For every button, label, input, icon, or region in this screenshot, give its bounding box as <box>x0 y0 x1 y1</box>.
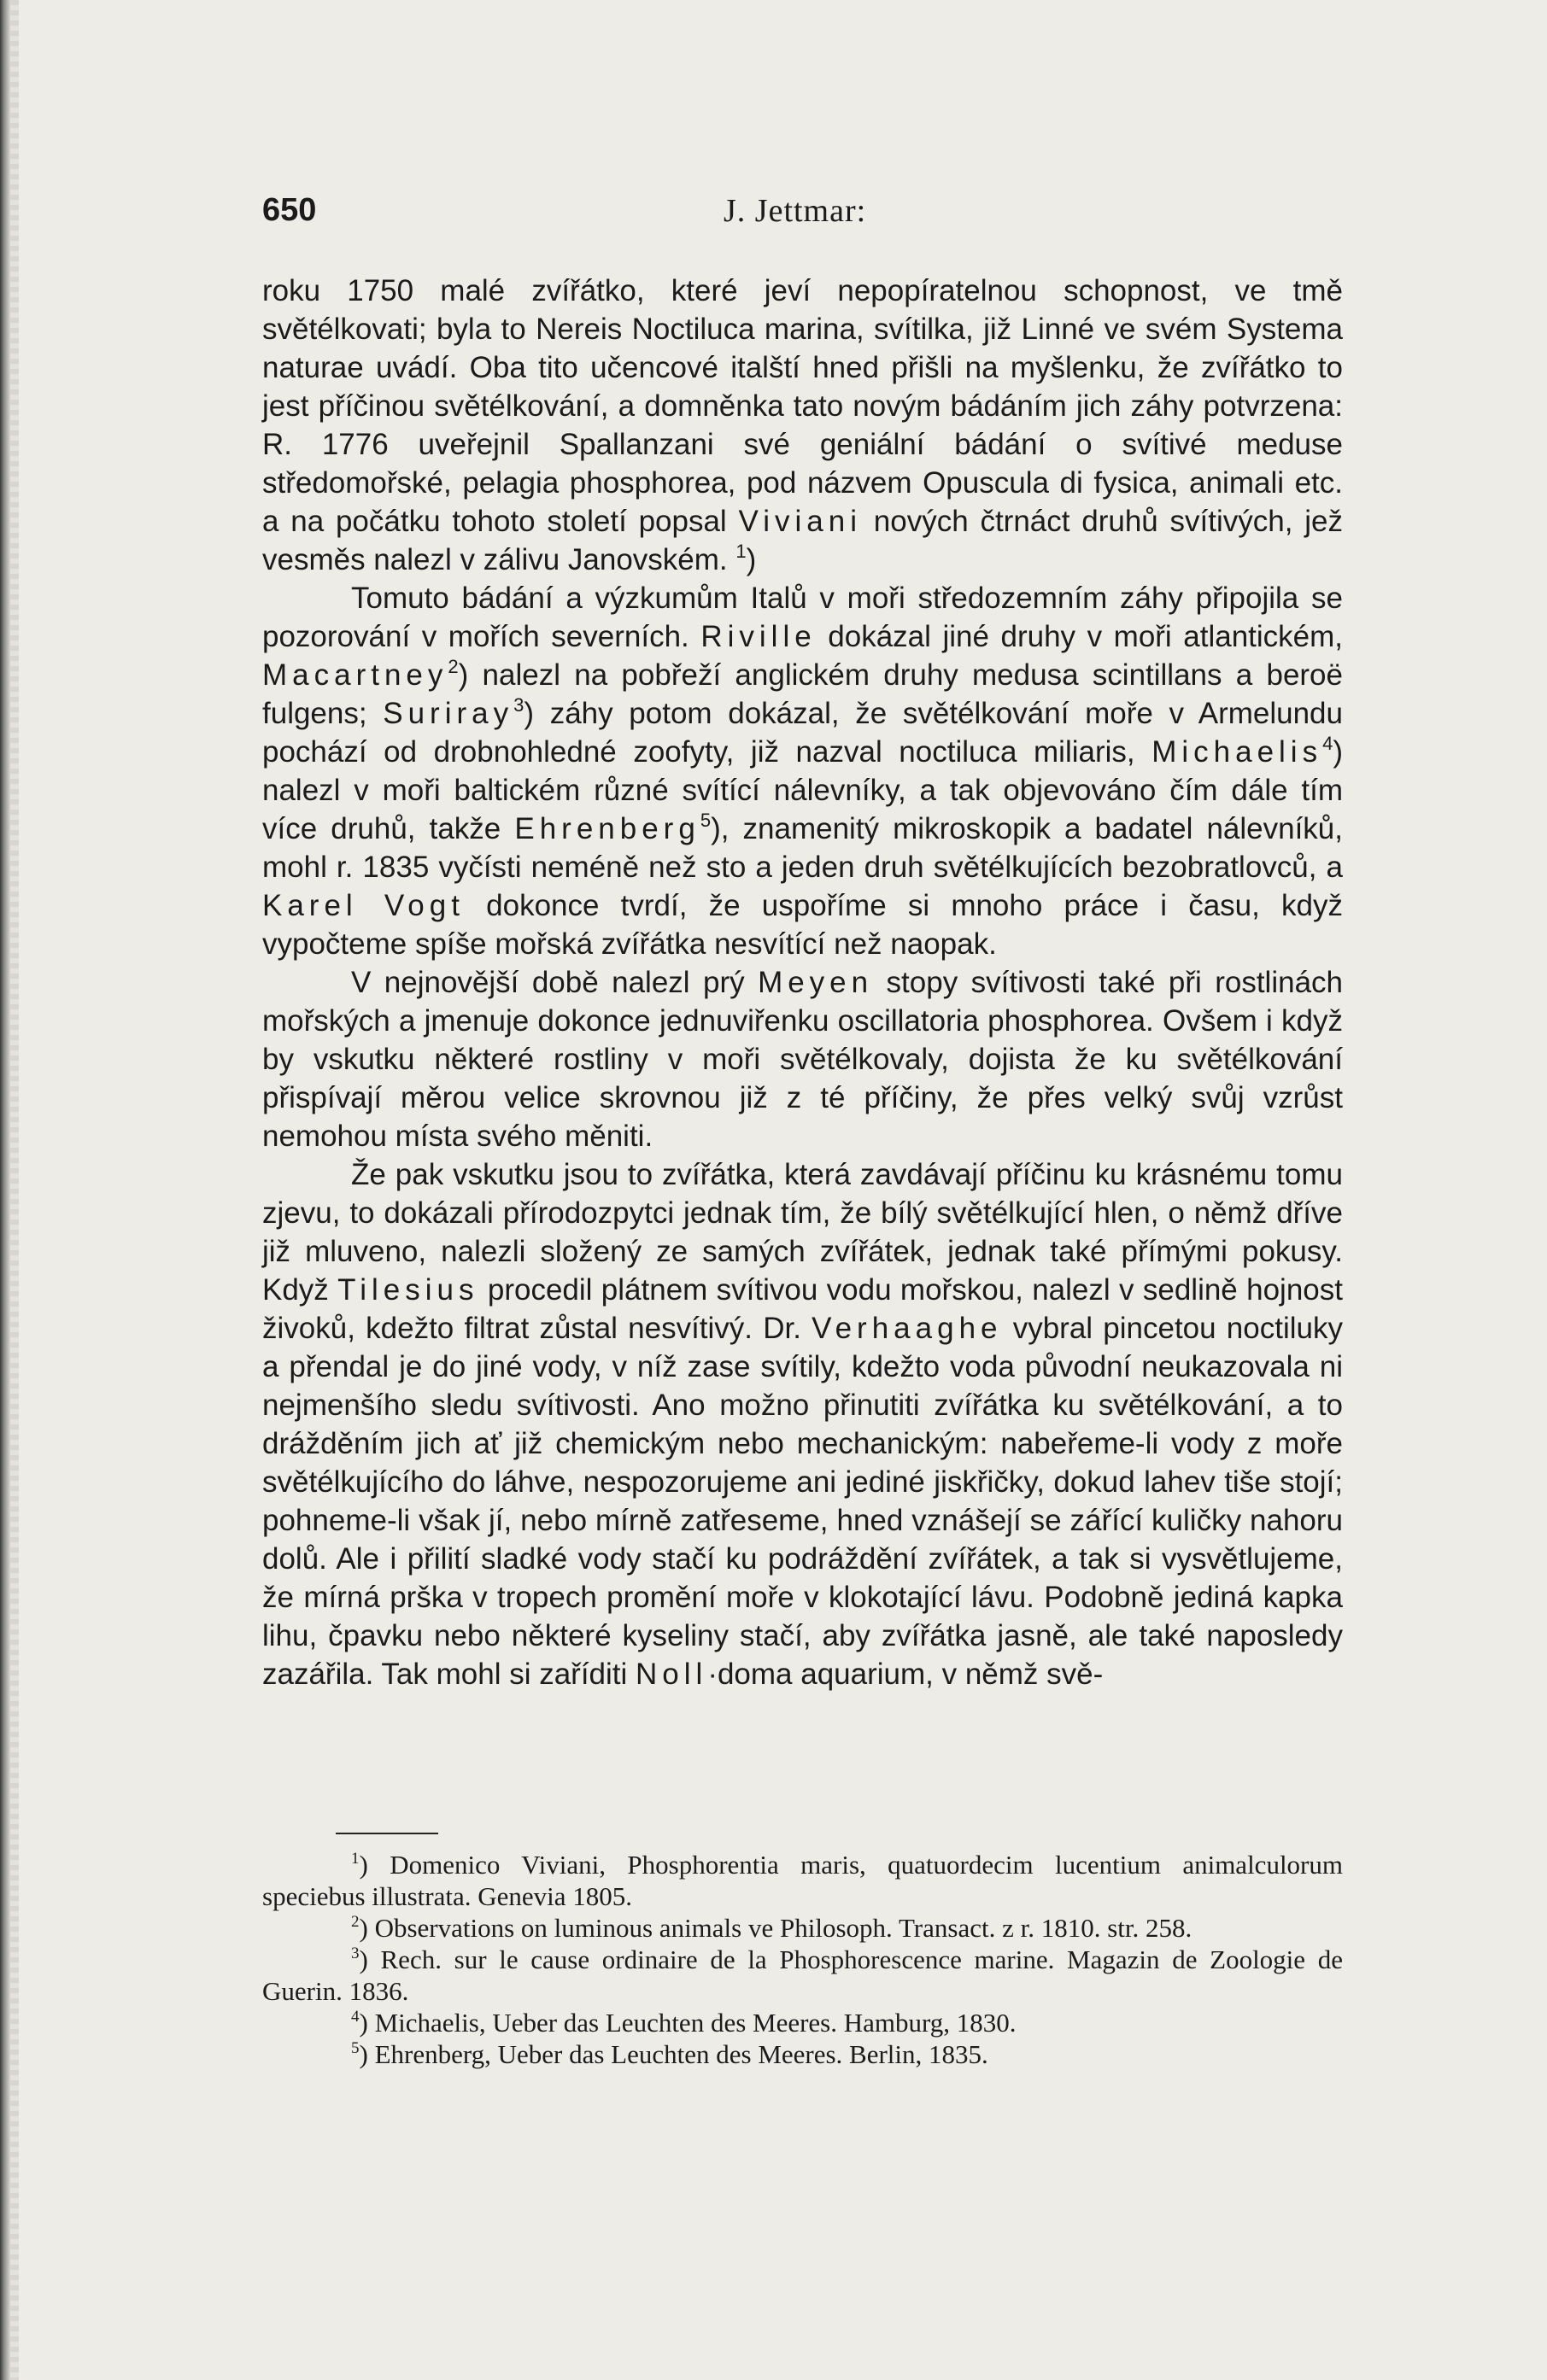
footnote-text: ) Rech. sur le cause ordinaire de la Phosphorescence marine. Magazin de Zoologie de Guerin. 1836. <box>262 1944 1343 2006</box>
text-run: V nejnovější době nalezl prý <box>351 966 759 999</box>
spaced-name: Karel Vogt <box>262 889 465 922</box>
spaced-name: Verhaaghe <box>812 1312 1003 1345</box>
footnotes <box>262 1849 1343 2070</box>
page-number: 650 <box>262 192 317 228</box>
text-run: stopy svítivosti také při rostlinách mořských a jmenuje dokonce jednuviřenku oscillatoria phosphorea. Ovšem i když by vskutku některé rostliny v moři světélkovaly, dojista že ku světélkování přispívají měrou velice skrovnou již z té příčiny, že přes velký svůj vzrůst nemohou místa svého měniti. <box>262 966 1343 1153</box>
text-run: ) záhy potom dokázal, že světélkování moře v Armelundu pochází od drobnohledné zoofyty, již nazval noctiluca miliaris, <box>262 697 1343 769</box>
paragraph <box>262 272 1343 579</box>
page-header <box>262 192 1343 243</box>
footnote-separator <box>336 1833 438 1834</box>
paragraph <box>262 579 1343 963</box>
footnote <box>262 1944 1343 2007</box>
text-run: dokonce tvrdí, že uspoříme si mnoho práce i času, když vypočteme spíše mořská zvířátka nesvítící než naopak. <box>262 889 1344 961</box>
spaced-name: Ehrenberg <box>514 812 700 845</box>
text-run: Tomuto bádání a výzkumům Italů v moři středozemním záhy připojila se pozorování v mořích severních. <box>262 582 1343 653</box>
footnote-number: 5 <box>351 2039 360 2057</box>
footnote-number: 1 <box>351 1850 360 1868</box>
spaced-name: Riville <box>700 620 817 653</box>
footnote-text: ) Domenico Viviani, Phosphorentia maris, quatuordecim lucentium animalculorum speciebus illustrata. Genevia 1805. <box>262 1850 1343 1911</box>
footnote-text: ) Michaelis, Ueber das Leuchten des Meeres. Hamburg, 1830. <box>359 2008 1017 2038</box>
paragraph <box>262 1155 1343 1693</box>
paragraph <box>262 963 1343 1155</box>
footnote-number: 3 <box>351 1944 360 1962</box>
footnote-ref: 1 <box>735 541 747 562</box>
text-run: vybral pincetou noctiluky a přendal je do jiné vody, v níž zase svítily, kdežto voda původní neukazovala ni nejmenšího sledu svítivosti. Ano možno přinutiti zvířátka ku světélkování, a to drážděním jich ať již chemickým nebo mechanickým: nabeřeme-li vody z moře světélkujícího do láhve, nespozorujeme ani jediné jiskřičky, dokud lahev tiše stojí; pohneme-li však jí, nebo mírně zatřeseme, hned vznášejí se zářící kuličky nahoru dolů. Ale i přilití sladké vody stačí ku podráždění zvířátek, a tak si vysvětlujeme, že mírná prška v tropech promění moře v klokotající lávu. Podobně jediná kapka lihu, čpavku nebo některé kyseliny stačí, aby zvířátka jasně, ale také naposledy zazářila. Tak mohl si zaříditi <box>262 1312 1343 1691</box>
footnote <box>262 1912 1343 1944</box>
page-binding-edge <box>0 0 10 2380</box>
text-run: roku 1750 malé zvířátko, které jeví nepopíratelnou schopnost, ve tmě světélkovati; byla to Nereis Noctiluca marina, svítilka, již Linné ve svém Systema naturae uvádí. Oba tito učencové italští hned přišli na myšlenku, že zvířátko to jest příčinou světélkování, a domněnka tato novým bádáním jich záhy potvrzena: R. 1776 uveřejnil Spallanzani své geniální bádání o svítivé meduse středomořské, pelagia phosphorea, pod názvem Opuscula di fysica, animali etc. a na počátku tohoto století popsal <box>262 274 1343 538</box>
spaced-name: Viviani <box>738 505 862 538</box>
footnote-text: ) Ehrenberg, Ueber das Leuchten des Meeres. Berlin, 1835. <box>359 2039 988 2069</box>
text-run: procedil plátnem svítivou vodu mořskou, nalezl v sedlině hojnost živoků, kdežto filtrat zůstal nesvítivý. Dr. <box>262 1273 1343 1345</box>
footnote-number: 4 <box>351 2008 360 2026</box>
text-run: ) nalezl v moři baltickém různé svítící nálevníky, a tak objevováno čím dále tím více druhů, takže <box>262 735 1343 845</box>
spaced-name: Michaelis <box>1151 735 1323 769</box>
text-run: Že pak vskutku jsou to zvířátka, která zavdávají příčinu ku krásnému tomu zjevu, to dokázali přírodozpytci jednak tím, že bílý světélkující hlen, o němž dříve již mluveno, nalezli složený ze samých zvířátek, jednak také přímými pokusy. Když <box>262 1158 1343 1307</box>
text-run: nových čtrnáct druhů svítivých, jež vesměs nalezl v zálivu Janovském. <box>262 505 1343 576</box>
footnote-ref: 4 <box>1322 733 1333 754</box>
text-run: ) <box>746 543 757 576</box>
footnote-ref: 5 <box>700 810 712 831</box>
footnote-number: 2 <box>351 1913 360 1931</box>
spaced-name: Tilesius <box>337 1273 479 1307</box>
footnote-ref: 2 <box>448 656 459 677</box>
text-run: ) nalezl na pobřeží anglickém druhy medusa scintillans a beroë fulgens; <box>262 658 1343 730</box>
footnote-ref: 3 <box>513 694 524 716</box>
running-head: J. Jettmar: <box>724 193 867 229</box>
body-text <box>262 272 1343 1693</box>
text-run: ·doma aquarium, v němž svě- <box>707 1658 1104 1691</box>
footnote <box>262 1849 1343 1912</box>
footnote <box>262 2007 1343 2038</box>
text-run: ), znamenitý mikroskopik a badatel nálevníků, mohl r. 1835 vyčísti neméně než sto a jeden druh světélkujících bezobratlovců, a <box>262 812 1343 884</box>
page-binding-shadow <box>10 0 19 2380</box>
spaced-name: Noll <box>636 1658 708 1691</box>
spaced-name: Suriray <box>383 697 514 730</box>
spaced-name: Macartney <box>262 658 448 692</box>
footnote <box>262 2038 1343 2070</box>
footnote-text: ) Observations on luminous animals ve Philosoph. Transact. z r. 1810. str. 258. <box>359 1913 1192 1943</box>
spaced-name: Meyen <box>758 966 874 999</box>
text-run: dokázal jiné druhy v moři atlantickém, <box>816 620 1344 653</box>
